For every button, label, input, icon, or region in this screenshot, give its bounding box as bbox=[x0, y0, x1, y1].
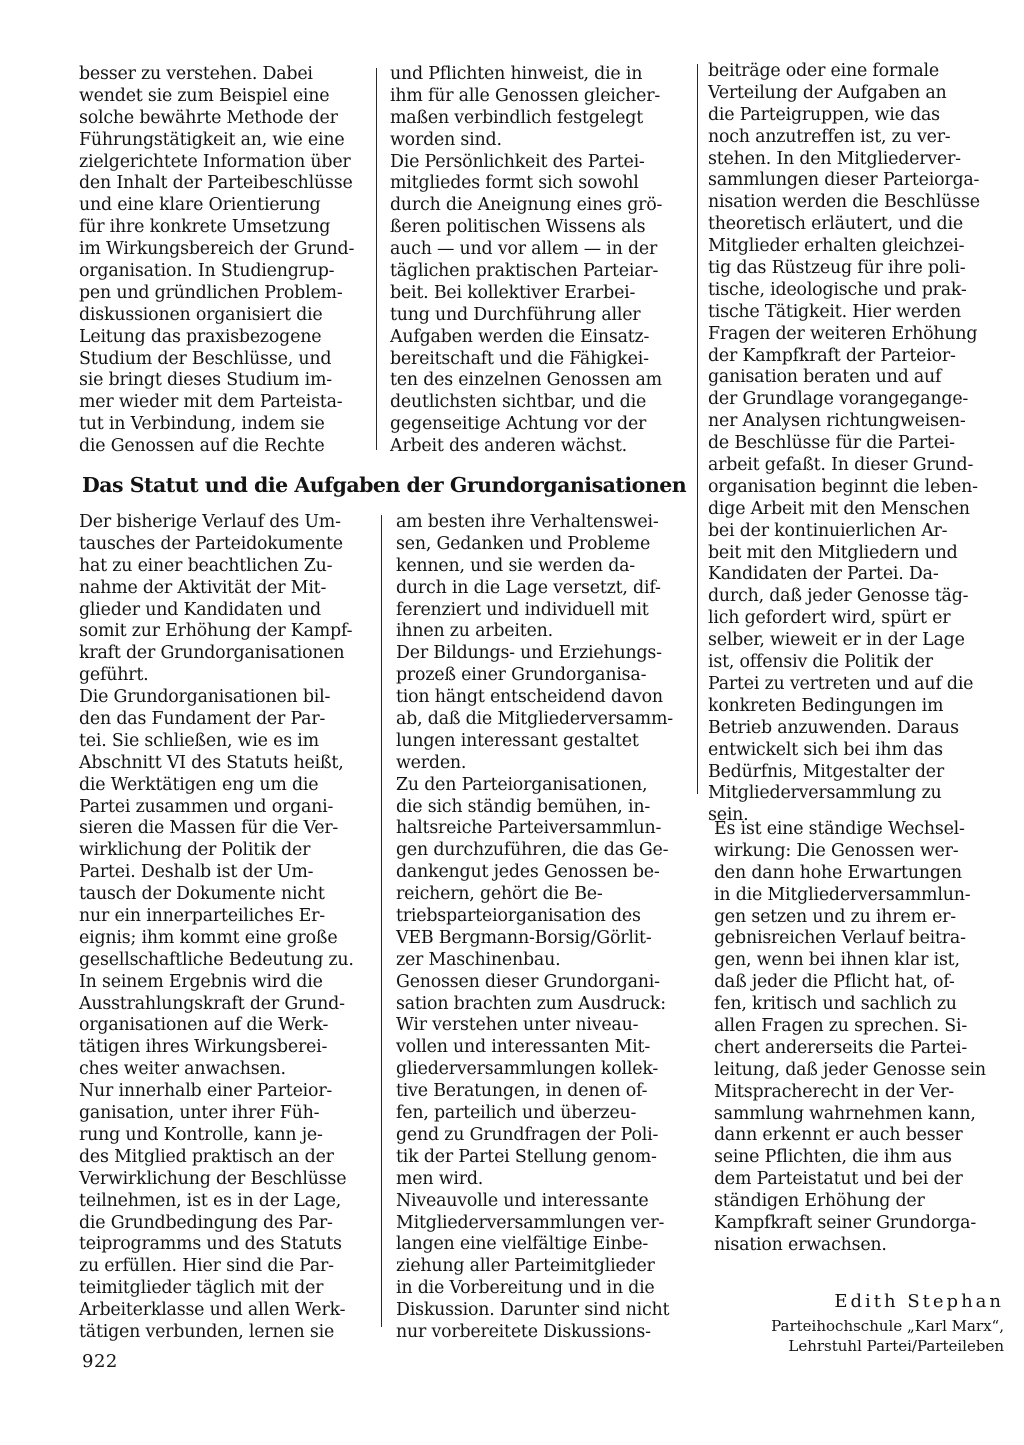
text-line: vollen und interessanten Mit- bbox=[396, 1037, 651, 1058]
text-line: durch in die Lage versetzt, dif- bbox=[396, 577, 661, 598]
text-line: ziehung aller Parteimitglieder bbox=[396, 1256, 655, 1277]
text-line: Arbeit des anderen wächst. bbox=[390, 436, 628, 457]
text-line: des Mitglied praktisch an der bbox=[79, 1146, 334, 1167]
column-rule bbox=[697, 64, 698, 794]
text-line: zer Maschinenbau. bbox=[396, 949, 561, 970]
text-line: organisationen auf die Werk- bbox=[79, 1015, 329, 1036]
text-line: der Grundlage vorangegange- bbox=[708, 389, 969, 410]
text-line: mitgliedes formt sich sowohl bbox=[390, 173, 639, 194]
text-line: tische, ideologische und prak- bbox=[708, 279, 967, 300]
text-line: entwickelt sich bei ihm das bbox=[708, 739, 943, 760]
text-line: Abschnitt VI des Statuts heißt, bbox=[79, 752, 344, 773]
text-line: teiprogramms und des Statuts bbox=[79, 1234, 342, 1255]
text-line: ihnen zu arbeiten. bbox=[396, 621, 553, 642]
text-line: gen durchzuführen, die das Ge- bbox=[396, 840, 669, 861]
text-line: nahme der Aktivität der Mit- bbox=[79, 577, 327, 598]
text-line: Arbeiterklasse und allen Werk- bbox=[79, 1300, 346, 1321]
text-line: sammlungen dieser Parteiorga- bbox=[708, 170, 980, 191]
text-line: Kampfkraft seiner Grundorga- bbox=[714, 1213, 977, 1234]
text-line: Leitung das praxisbezogene bbox=[79, 326, 322, 347]
text-line: tausch der Dokumente nicht bbox=[79, 884, 325, 905]
text-line: Der Bildungs- und Erziehungs- bbox=[396, 643, 662, 664]
text-line: den das Fundament der Par- bbox=[79, 709, 326, 730]
text-line: organisation beginnt die leben- bbox=[708, 476, 978, 497]
text-line: Nur innerhalb einer Parteior- bbox=[79, 1081, 333, 1102]
text-line: worden sind. bbox=[390, 129, 502, 150]
text-line: ganisation beraten und auf bbox=[708, 367, 942, 388]
text-line: wirkung: Die Genossen wer- bbox=[714, 840, 959, 861]
column-rule bbox=[376, 68, 377, 450]
text-line: stehen. In den Mitgliederver- bbox=[708, 148, 961, 169]
text-line: Zu den Parteiorganisationen, bbox=[396, 774, 648, 795]
text-line: ten des einzelnen Genossen am bbox=[390, 370, 662, 391]
text-line: im Wirkungsbereich der Grund- bbox=[79, 239, 355, 260]
text-line: Genossen dieser Grundorgani- bbox=[396, 971, 660, 992]
text-line: daß jeder die Pflicht hat, of- bbox=[714, 972, 955, 993]
text-line: die Werktätigen eng um die bbox=[79, 774, 319, 795]
text-line: durch, daß jeder Genosse täg- bbox=[708, 586, 969, 607]
text-line: nisation werden die Beschlüsse bbox=[708, 192, 980, 213]
top-column-2 bbox=[390, 64, 678, 458]
text-line: zu erfüllen. Hier sind die Par- bbox=[79, 1256, 334, 1277]
text-line: pen und gründlichen Problem- bbox=[79, 282, 343, 303]
text-line: werden. bbox=[396, 752, 467, 773]
text-line: dem Parteistatut und bei der bbox=[714, 1169, 963, 1190]
text-line: nur vorbereitete Diskussions- bbox=[396, 1321, 651, 1342]
text-line: Ausstrahlungskraft der Grund- bbox=[79, 993, 345, 1014]
text-line: tätigen ihres Wirkungsberei- bbox=[79, 1037, 328, 1058]
text-line: tut in Verbindung, indem sie bbox=[79, 414, 325, 435]
text-line: durch die Aneignung eines grö- bbox=[390, 195, 663, 216]
text-line: ist, offensiv die Politik der bbox=[708, 652, 933, 673]
text-line: am besten ihre Verhaltenswei- bbox=[396, 512, 659, 532]
text-line: tion hängt entscheidend davon bbox=[396, 687, 663, 708]
text-line: dige Arbeit mit den Menschen bbox=[708, 498, 970, 519]
text-line: Studium der Beschlüsse, und bbox=[79, 348, 332, 369]
text-line: solche bewährte Methode der bbox=[79, 107, 338, 128]
text-line: ches weiter anwachsen. bbox=[79, 1059, 286, 1080]
text-line: langen eine vielfältige Einbe- bbox=[396, 1234, 649, 1255]
text-line: ständigen Erhöhung der bbox=[714, 1191, 925, 1212]
text-line: Mitspracherecht in der Ver- bbox=[714, 1081, 954, 1102]
text-line: Aufgaben werden die Einsatz- bbox=[390, 326, 650, 347]
column-rule bbox=[381, 515, 382, 1327]
text-line: chert andererseits die Partei- bbox=[714, 1037, 968, 1058]
text-line: Niveauvolle und interessante bbox=[396, 1190, 649, 1211]
text-line: gend zu Grundfragen der Poli- bbox=[396, 1124, 659, 1145]
text-line: dann erkennt er auch besser bbox=[714, 1125, 963, 1146]
text-line: für ihre konkrete Umsetzung bbox=[79, 217, 331, 238]
text-line: Führungstätigkeit an, wie eine bbox=[79, 129, 345, 150]
text-line: Fragen der weiteren Erhöhung bbox=[708, 323, 978, 344]
text-line: tische Tätigkeit. Hier werden bbox=[708, 301, 961, 322]
text-line: sammlung wahrnehmen kann, bbox=[714, 1103, 976, 1124]
text-line: beit. Bei kollektiver Erarbei- bbox=[390, 282, 636, 303]
text-line: gliederversammlungen kollek- bbox=[396, 1059, 659, 1080]
text-line: deutlichsten sichtbar, und die bbox=[390, 392, 647, 413]
text-line: ab, daß die Mitgliederversamm- bbox=[396, 709, 673, 730]
text-line: Partei. Deshalb ist der Um- bbox=[79, 862, 314, 883]
text-line: Der bisherige Verlauf des Um- bbox=[79, 512, 341, 532]
text-line: der Kampfkraft der Parteior- bbox=[708, 345, 956, 366]
text-line: ner Analysen richtungweisen- bbox=[708, 411, 966, 432]
text-line: ganisation, unter ihrer Füh- bbox=[79, 1103, 320, 1124]
text-line: täglichen praktischen Parteiar- bbox=[390, 261, 659, 282]
section-heading: Das Statut und die Aufgaben der Grundorganisationen bbox=[82, 473, 687, 497]
text-line: Die Persönlichkeit des Partei- bbox=[390, 151, 645, 172]
bottom-column-1 bbox=[79, 512, 365, 1344]
text-line: kraft der Grundorganisationen bbox=[79, 643, 345, 664]
text-line: rung und Kontrolle, kann je- bbox=[79, 1124, 323, 1145]
text-line: Die Grundorganisationen bil- bbox=[79, 687, 331, 708]
author-affiliation-line-2: Lehrstuhl Partei/Parteileben bbox=[788, 1337, 1004, 1355]
text-line: allen Fragen zu sprechen. Si- bbox=[714, 1016, 968, 1037]
text-line: haltsreiche Parteiversammlun- bbox=[396, 818, 662, 839]
text-line: lungen interessant gestaltet bbox=[396, 730, 639, 751]
text-line: Verwirklichung der Beschlüsse bbox=[79, 1168, 347, 1189]
text-line: men wird. bbox=[396, 1168, 484, 1189]
text-line: tausches der Parteidokumente bbox=[79, 533, 343, 554]
text-line: tätigen verbunden, lernen sie bbox=[79, 1321, 335, 1342]
text-line: diskussionen organisiert die bbox=[79, 304, 323, 325]
text-line: organisation. In Studiengrup- bbox=[79, 261, 335, 282]
text-line: Kandidaten der Partei. Da- bbox=[708, 564, 939, 585]
text-line: tik der Partei Stellung genom- bbox=[396, 1146, 657, 1167]
text-line: ßeren politischen Wissens als bbox=[390, 217, 646, 238]
top-column-1 bbox=[79, 64, 365, 458]
text-line: fen, kritisch und sachlich zu bbox=[714, 994, 957, 1015]
text-line: tung und Durchführung aller bbox=[390, 304, 641, 325]
text-line: VEB Bergmann-Borsig/Görlit- bbox=[396, 927, 652, 948]
text-line: bereitschaft und die Fähigkei- bbox=[390, 348, 649, 369]
text-line: prozeß einer Grundorganisa- bbox=[396, 665, 647, 686]
text-line: beiträge oder eine formale bbox=[708, 61, 939, 81]
text-line: gegenseitige Achtung vor der bbox=[390, 414, 647, 435]
text-line: geführt. bbox=[79, 665, 149, 686]
text-line: tig das Rüstzeug für ihre poli- bbox=[708, 258, 966, 279]
text-line: leitung, daß jeder Genosse sein bbox=[714, 1059, 986, 1080]
column-3-part-1 bbox=[708, 61, 998, 827]
text-line: lich gefordert wird, spürt er bbox=[708, 608, 951, 629]
text-line: Betrieb anzuwenden. Daraus bbox=[708, 717, 959, 738]
text-line: gen setzen und zu ihrem er- bbox=[714, 906, 956, 927]
text-line: Mitglieder erhalten gleichzei- bbox=[708, 236, 965, 257]
column-3-part-2 bbox=[714, 819, 1004, 1257]
text-line: konkreten Bedingungen im bbox=[708, 695, 944, 716]
text-line: ihm für alle Genossen gleicher- bbox=[390, 85, 661, 106]
text-line: gesellschaftliche Bedeutung zu. bbox=[79, 949, 354, 970]
text-line: tive Beratungen, in denen of- bbox=[396, 1081, 648, 1102]
text-line: sation brachten zum Ausdruck: bbox=[396, 993, 666, 1014]
text-line: Es ist eine ständige Wechsel- bbox=[714, 819, 965, 839]
text-line: die Parteigruppen, wie das bbox=[708, 104, 940, 125]
text-line: Mitgliederversammlung zu bbox=[708, 783, 942, 804]
text-line: die Grundbedingung des Par- bbox=[79, 1212, 333, 1233]
text-line: gebnisreichen Verlauf beitra- bbox=[714, 928, 966, 949]
text-line: sein. bbox=[708, 805, 749, 826]
text-line: ferenziert und individuell mit bbox=[396, 599, 649, 620]
text-line: triebsparteiorganisation des bbox=[396, 906, 641, 927]
text-line: somit zur Erhöhung der Kampf- bbox=[79, 621, 353, 642]
text-line: Diskussion. Darunter sind nicht bbox=[396, 1300, 670, 1321]
text-line: wendet sie zum Beispiel eine bbox=[79, 85, 330, 106]
text-line: die sich ständig bemühen, in- bbox=[396, 796, 651, 817]
text-line: bei der kontinuierlichen Ar- bbox=[708, 520, 948, 541]
text-line: theoretisch erläutert, und die bbox=[708, 214, 963, 235]
text-line: und eine klare Orientierung bbox=[79, 195, 321, 216]
text-line: in die Mitgliederversammlun- bbox=[714, 884, 971, 905]
bottom-column-2 bbox=[396, 512, 686, 1344]
text-line: In seinem Ergebnis wird die bbox=[79, 971, 323, 992]
text-line: maßen verbindlich festgelegt bbox=[390, 107, 643, 128]
text-line: reichern, gehört die Be- bbox=[396, 884, 603, 905]
text-line: beit mit den Mitgliedern und bbox=[708, 542, 958, 563]
text-line: tei. Sie schließen, wie es im bbox=[79, 730, 319, 751]
page-number: 922 bbox=[82, 1351, 118, 1372]
text-line: hat zu einer beachtlichen Zu- bbox=[79, 555, 333, 576]
text-line: noch anzutreffen ist, zu ver- bbox=[708, 126, 951, 147]
text-line: gen, wenn bei ihnen klar ist, bbox=[714, 950, 960, 971]
text-line: seine Pflichten, die ihm aus bbox=[714, 1147, 952, 1168]
text-line: zielgerichtete Information über bbox=[79, 151, 351, 172]
text-line: mer wieder mit dem Parteista- bbox=[79, 392, 343, 413]
text-line: arbeit gefaßt. In dieser Grund- bbox=[708, 455, 974, 476]
text-line: nisation erwachsen. bbox=[714, 1234, 887, 1255]
text-line: wirklichung der Politik der bbox=[79, 840, 311, 861]
text-line: sen, Gedanken und Probleme bbox=[396, 533, 651, 554]
text-line: Bedürfnis, Mitgestalter der bbox=[708, 761, 944, 782]
text-line: teimitglieder täglich mit der bbox=[79, 1278, 324, 1299]
text-line: Partei zusammen und organi- bbox=[79, 796, 334, 817]
text-line: sie bringt dieses Studium im- bbox=[79, 370, 332, 391]
text-line: nur ein innerparteiliches Er- bbox=[79, 906, 325, 927]
text-line: kennen, und sie werden da- bbox=[396, 555, 635, 576]
text-line: sieren die Massen für die Ver- bbox=[79, 818, 339, 839]
text-line: und Pflichten hinweist, die in bbox=[390, 64, 643, 84]
text-line: selber, wieweit er in der Lage bbox=[708, 630, 965, 651]
text-line: besser zu verstehen. Dabei bbox=[79, 64, 313, 84]
text-line: Wir verstehen unter niveau- bbox=[396, 1015, 639, 1036]
text-line: auch — und vor allem — in der bbox=[390, 239, 658, 260]
text-line: fen, parteilich und überzeu- bbox=[396, 1103, 637, 1124]
text-line: Partei zu vertreten und auf die bbox=[708, 673, 974, 694]
text-line: eignis; ihm kommt eine große bbox=[79, 927, 338, 948]
text-line: den dann hohe Erwartungen bbox=[714, 862, 962, 883]
text-line: Verteilung der Aufgaben an bbox=[708, 82, 947, 103]
text-line: die Genossen auf die Rechte bbox=[79, 436, 325, 457]
text-line: in die Vorbereitung und in die bbox=[396, 1278, 655, 1299]
text-line: Mitgliederversammlungen ver- bbox=[396, 1212, 665, 1233]
text-line: de Beschlüsse für die Partei- bbox=[708, 433, 955, 454]
author-name: Edith Stephan bbox=[834, 1291, 1004, 1312]
text-line: den Inhalt der Parteibeschlüsse bbox=[79, 173, 353, 194]
author-affiliation-line-1: Parteihochschule „Karl Marx“, bbox=[771, 1317, 1004, 1335]
text-line: glieder und Kandidaten und bbox=[79, 599, 321, 620]
text-line: dankengut jedes Genossen be- bbox=[396, 862, 660, 883]
text-line: teilnehmen, ist es in der Lage, bbox=[79, 1190, 342, 1211]
